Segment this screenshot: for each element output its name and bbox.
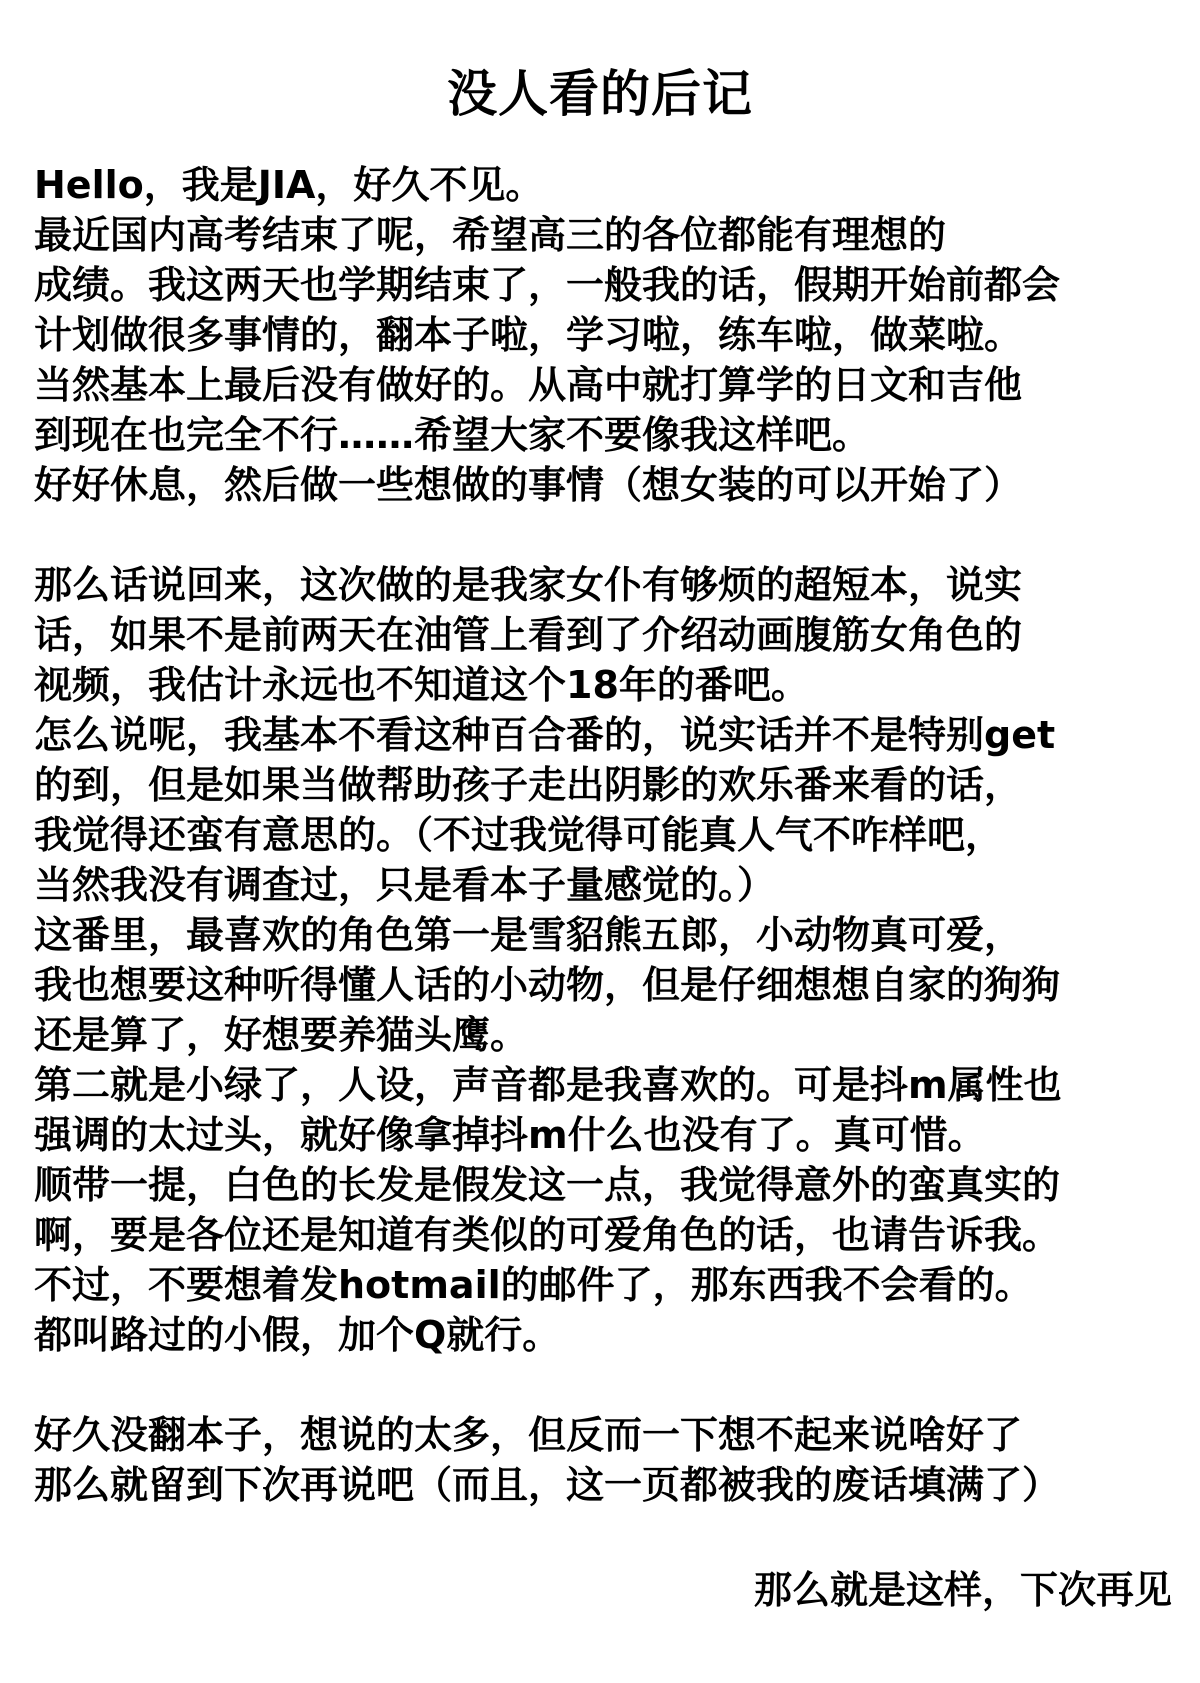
text-line: Hello，我是JIA，好久不见。 bbox=[34, 163, 544, 207]
text-line: 那么就留到下次再说吧（而且，这一页都被我的废话填满了） bbox=[34, 1463, 1061, 1507]
text-line: 都叫路过的小假，加个Q就行。 bbox=[34, 1313, 561, 1357]
text-line: 啊，要是各位还是知道有类似的可爱角色的话，也请告诉我。 bbox=[34, 1213, 1061, 1257]
paragraph-2 bbox=[34, 560, 1184, 1360]
text-line: 好久没翻本子，想说的太多，但反而一下想不起来说啥好了 bbox=[34, 1413, 1023, 1457]
closing-line: 那么就是这样，下次再见 bbox=[753, 1568, 1172, 1612]
text-line: 到现在也完全不行……希望大家不要像我这样吧。 bbox=[34, 413, 871, 457]
paragraph-3 bbox=[34, 1410, 1184, 1510]
text-line: 我觉得还蛮有意思的。（不过我觉得可能真人气不咋样吧， bbox=[34, 813, 1004, 857]
text-line: 还是算了，好想要养猫头鹰。 bbox=[34, 1013, 529, 1057]
afterword-body bbox=[34, 160, 1184, 1510]
text-line: 强调的太过头，就好像拿掉抖m什么也没有了。真可惜。 bbox=[34, 1113, 986, 1157]
text-line: 不过，不要想着发hotmail的邮件了，那东西我不会看的。 bbox=[34, 1263, 1033, 1307]
text-line: 成绩。我这两天也学期结束了，一般我的话，假期开始前都会 bbox=[34, 263, 1061, 307]
text-line: 当然我没有调查过，只是看本子量感觉的。） bbox=[34, 863, 776, 907]
text-line: 视频，我估计永远也不知道这个18年的番吧。 bbox=[34, 663, 809, 707]
text-line: 的到，但是如果当做帮助孩子走出阴影的欢乐番来看的话， bbox=[34, 763, 1023, 807]
text-line: 顺带一提，白色的长发是假发这一点，我觉得意外的蛮真实的 bbox=[34, 1163, 1061, 1207]
paragraph-1 bbox=[34, 160, 1184, 510]
text-line: 当然基本上最后没有做好的。从高中就打算学的日文和吉他 bbox=[34, 363, 1023, 407]
text-line: 第二就是小绿了，人设，声音都是我喜欢的。可是抖m属性也 bbox=[34, 1063, 1062, 1107]
text-line: 最近国内高考结束了呢，希望高三的各位都能有理想的 bbox=[34, 213, 947, 257]
text-line: 我也想要这种听得懂人话的小动物，但是仔细想想自家的狗狗 bbox=[34, 963, 1061, 1007]
text-line: 计划做很多事情的，翻本子啦，学习啦，练车啦，做菜啦。 bbox=[34, 313, 1023, 357]
paragraph-gap bbox=[34, 510, 1184, 560]
page-title: 没人看的后记 bbox=[447, 65, 753, 123]
text-line: 好好休息，然后做一些想做的事情（想女装的可以开始了） bbox=[34, 463, 1023, 507]
paragraph-gap bbox=[34, 1360, 1184, 1410]
text-line: 怎么说呢，我基本不看这种百合番的，说实话并不是特别get bbox=[34, 713, 1056, 757]
text-line: 这番里，最喜欢的角色第一是雪貂熊五郎，小动物真可爱， bbox=[34, 913, 1023, 957]
text-line: 那么话说回来，这次做的是我家女仆有够烦的超短本，说实 bbox=[34, 563, 1023, 607]
text-line: 话，如果不是前两天在油管上看到了介绍动画腹筋女角色的 bbox=[34, 613, 1023, 657]
